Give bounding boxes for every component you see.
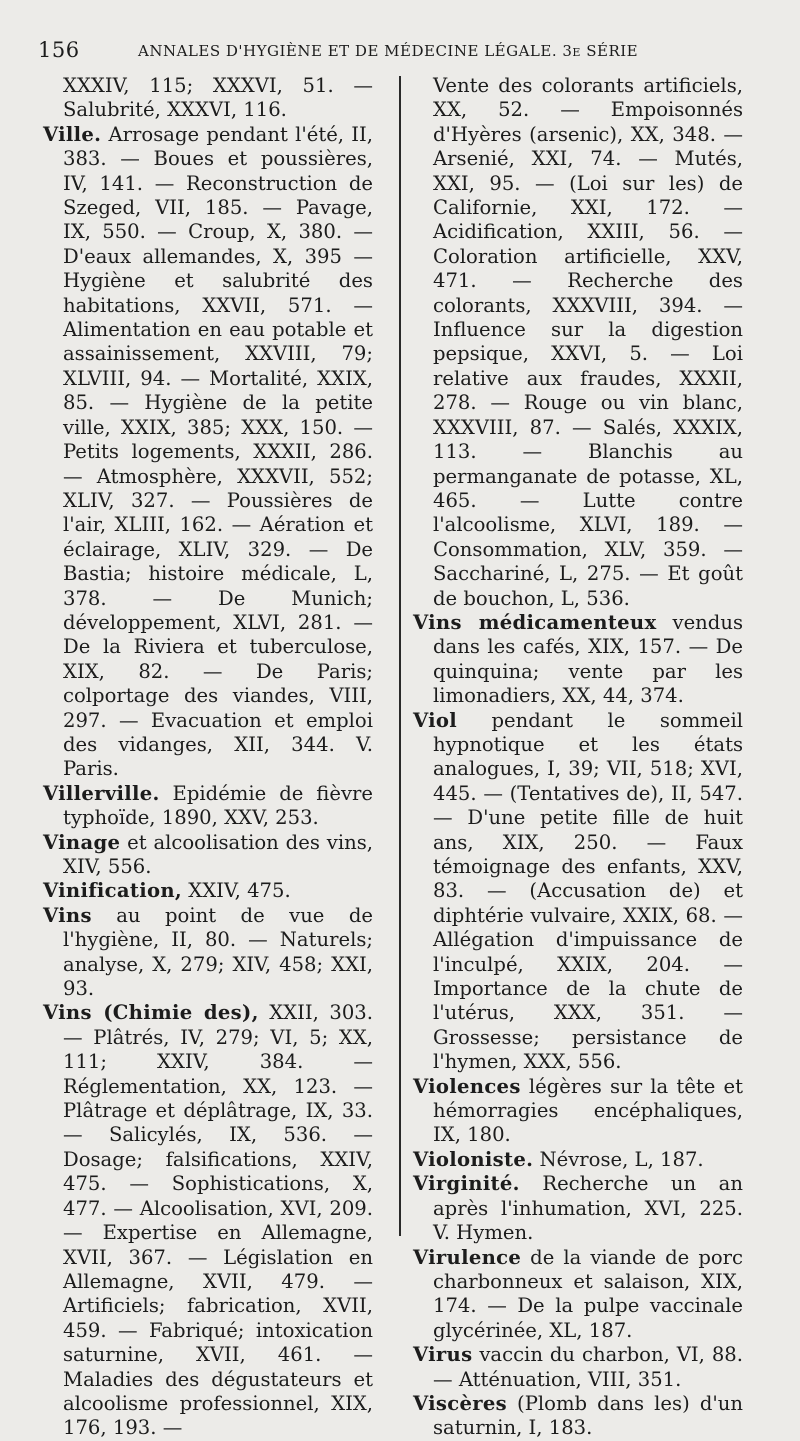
entry-heading: Violoniste. bbox=[413, 1147, 534, 1171]
entry-body: (Plomb dans les) d'un saturnin, I, 183. bbox=[433, 1391, 743, 1440]
entry-heading: Violences bbox=[413, 1074, 521, 1098]
entry-body: XXIV, 475. bbox=[182, 879, 291, 903]
entry-heading: Virulence bbox=[413, 1245, 522, 1269]
entry-heading: Vins bbox=[43, 903, 92, 927]
page-header bbox=[38, 38, 778, 64]
entry-heading: Vinification, bbox=[43, 879, 183, 903]
index-entry bbox=[43, 831, 373, 880]
entry-heading: Virginité. bbox=[413, 1172, 520, 1196]
entry-heading: Virus bbox=[413, 1343, 473, 1367]
running-title: ANNALES D'HYGIÈNE ET DE MÉDECINE LÉGALE. 3e SÉRIE bbox=[138, 42, 639, 60]
index-entry bbox=[413, 611, 743, 709]
entry-heading: Vins médicamenteux bbox=[413, 610, 657, 634]
page-number: 156 bbox=[38, 38, 80, 62]
index-entry bbox=[413, 709, 743, 1075]
entry-body: pendant le sommeil hypnotique et les états analogues, I, 39; VII, 518; XVI, 445. — (Tentatives de), II, 547. — D'une petite fille de huit ans, XIX, 250. — Faux témoignage des enfants, XXV, 83. — (Accusation de) et diphtérie vulvaire, XXIX, 68. — Allégation d'impuissance de l'inculpé, XXIX, 204. — Importance de la chute de l'utérus, XXX, 351. — Grossesse; persistance de l'hymen, XXX, 556. bbox=[433, 708, 743, 1074]
entry-body: vaccin du charbon, VI, 88. — Atténuation, VIII, 351. bbox=[433, 1343, 743, 1391]
entry-body: Epidémie de fièvre typhoïde, 1890, XXV, 253. bbox=[63, 781, 373, 830]
entry-body: au point de vue de l'hygiène, II, 80. — Naturels; analyse, X, 279; XIV, 458; XXI, 93. bbox=[63, 903, 373, 1001]
entry-heading: Villerville. bbox=[43, 781, 160, 805]
entry-heading: Vins (Chimie des), bbox=[43, 1001, 259, 1025]
right-column bbox=[413, 74, 743, 1441]
index-entry bbox=[413, 1148, 743, 1172]
entry-body: vendus dans les cafés, XIX, 157. — De quinquina; vente par les limonadiers, XX, 44, 374. bbox=[433, 610, 744, 708]
entry-body: XXII, 303. — Plâtrés, IV, 279; VI, 5; XX, 111; XXIV, 384. — Réglementation, XX, 123. — Plâtrage et déplâtrage, IX, 33. — Salicylés, IX, 536. — Dosage; falsifications, XXIV, 475. — Sophistications, X, 477. — Alcoolisation, XVI, 209. — Expertise en Allemagne, XVII, 367. — Législation en Allemagne, XVII, 479. — Artificiels; fabrication, XVII, 459. — Fabriqué; intoxication saturnine, XVII, 461. — Maladies des dégustateurs et alcoolisme professionnel, XIX, 176, 193. — bbox=[63, 1001, 373, 1440]
entry-body: Névrose, L, 187. bbox=[533, 1147, 704, 1171]
index-entry bbox=[43, 1001, 373, 1440]
index-entry bbox=[43, 904, 373, 1002]
entry-body: Recherche un an après l'inhumation, XVI, 225. V. Hymen. bbox=[433, 1172, 743, 1245]
index-entry bbox=[413, 1172, 743, 1245]
entry-heading: Viscères bbox=[413, 1391, 507, 1415]
index-entry bbox=[413, 1246, 743, 1344]
index-entry bbox=[413, 1343, 743, 1392]
entry-body: légères sur la tête et hémorragies encéphaliques, IX, 180. bbox=[433, 1074, 743, 1147]
continuation-text: XXXIV, 115; XXXVI, 51. — Salubrité, XXXVI, 116. bbox=[63, 74, 373, 122]
left-column bbox=[43, 74, 373, 1441]
entry-body: Arrosage pendant l'été, II, 383. — Boues et poussières, IV, 141. — Reconstruction de Szeged, VII, 185. — Pavage, IX, 550. — Croup, X, 380. — D'eaux allemandes, X, 395 — Hygiène et salubrité des habitations, XXVII, 571. — Alimentation en eau potable et assainissement, XXVIII, 79; XLVIII, 94. — Mortalité, XXIX, 85. — Hygiène de la petite ville, XXIX, 385; XXX, 150. — Petits logements, XXXII, 286. — Atmosphère, XXXVII, 552; XLIV, 327. — Poussières de l'air, XLIII, 162. — Aération et éclairage, XLIV, 329. — De Bastia; histoire médicale, L, 378. — De Munich; développement, XLVI, 281. — De la Riviera et tuberculose, XIX, 82. — De Paris; colportage des viandes, VIII, 297. — Evacuation et emploi des vidanges, XII, 344. V. Paris. bbox=[63, 122, 373, 781]
index-entry bbox=[413, 1392, 743, 1441]
entry-heading: Viol bbox=[413, 708, 458, 732]
index-entry bbox=[43, 782, 373, 831]
entry-body: et alcoolisation des vins, XIV, 556. bbox=[63, 830, 373, 878]
entry-heading: Vinage bbox=[43, 830, 121, 854]
column-divider bbox=[399, 76, 401, 1236]
continuation-text: Vente des colorants artificiels, XX, 52. — Empoisonnés d'Hyères (arsenic), XX, 348. — Arsenié, XXI, 74. — Mutés, XXI, 95. — (Loi sur les) de Californie, XXI, 172. — Acidification, XXIII, 56. — Coloration artificielle, XXV, 471. — Recherche des colorants, XXXVIII, 394. — Influence sur la digestion pepsique, XXVI, 5. — Loi relative aux fraudes, XXXII, 278. — Rouge ou vin blanc, XXXVIII, 87. — Salés, XXXIX, 113. — Blanchis au permanganate de potasse, XL, 465. — Lutte contre l'alcoolisme, XLVI, 189. — Consommation, XLV, 359. — Sacchariné, L, 275. — Et goût de bouchon, L, 536. bbox=[433, 74, 743, 610]
index-entry bbox=[43, 123, 373, 782]
entry-body: de la viande de porc charbonneux et salaison, XIX, 174. — De la pulpe vaccinale glycérinée, XL, 187. bbox=[433, 1245, 743, 1342]
index-entry bbox=[43, 879, 373, 903]
entry-heading: Ville. bbox=[43, 122, 102, 146]
index-entry bbox=[413, 1075, 743, 1148]
